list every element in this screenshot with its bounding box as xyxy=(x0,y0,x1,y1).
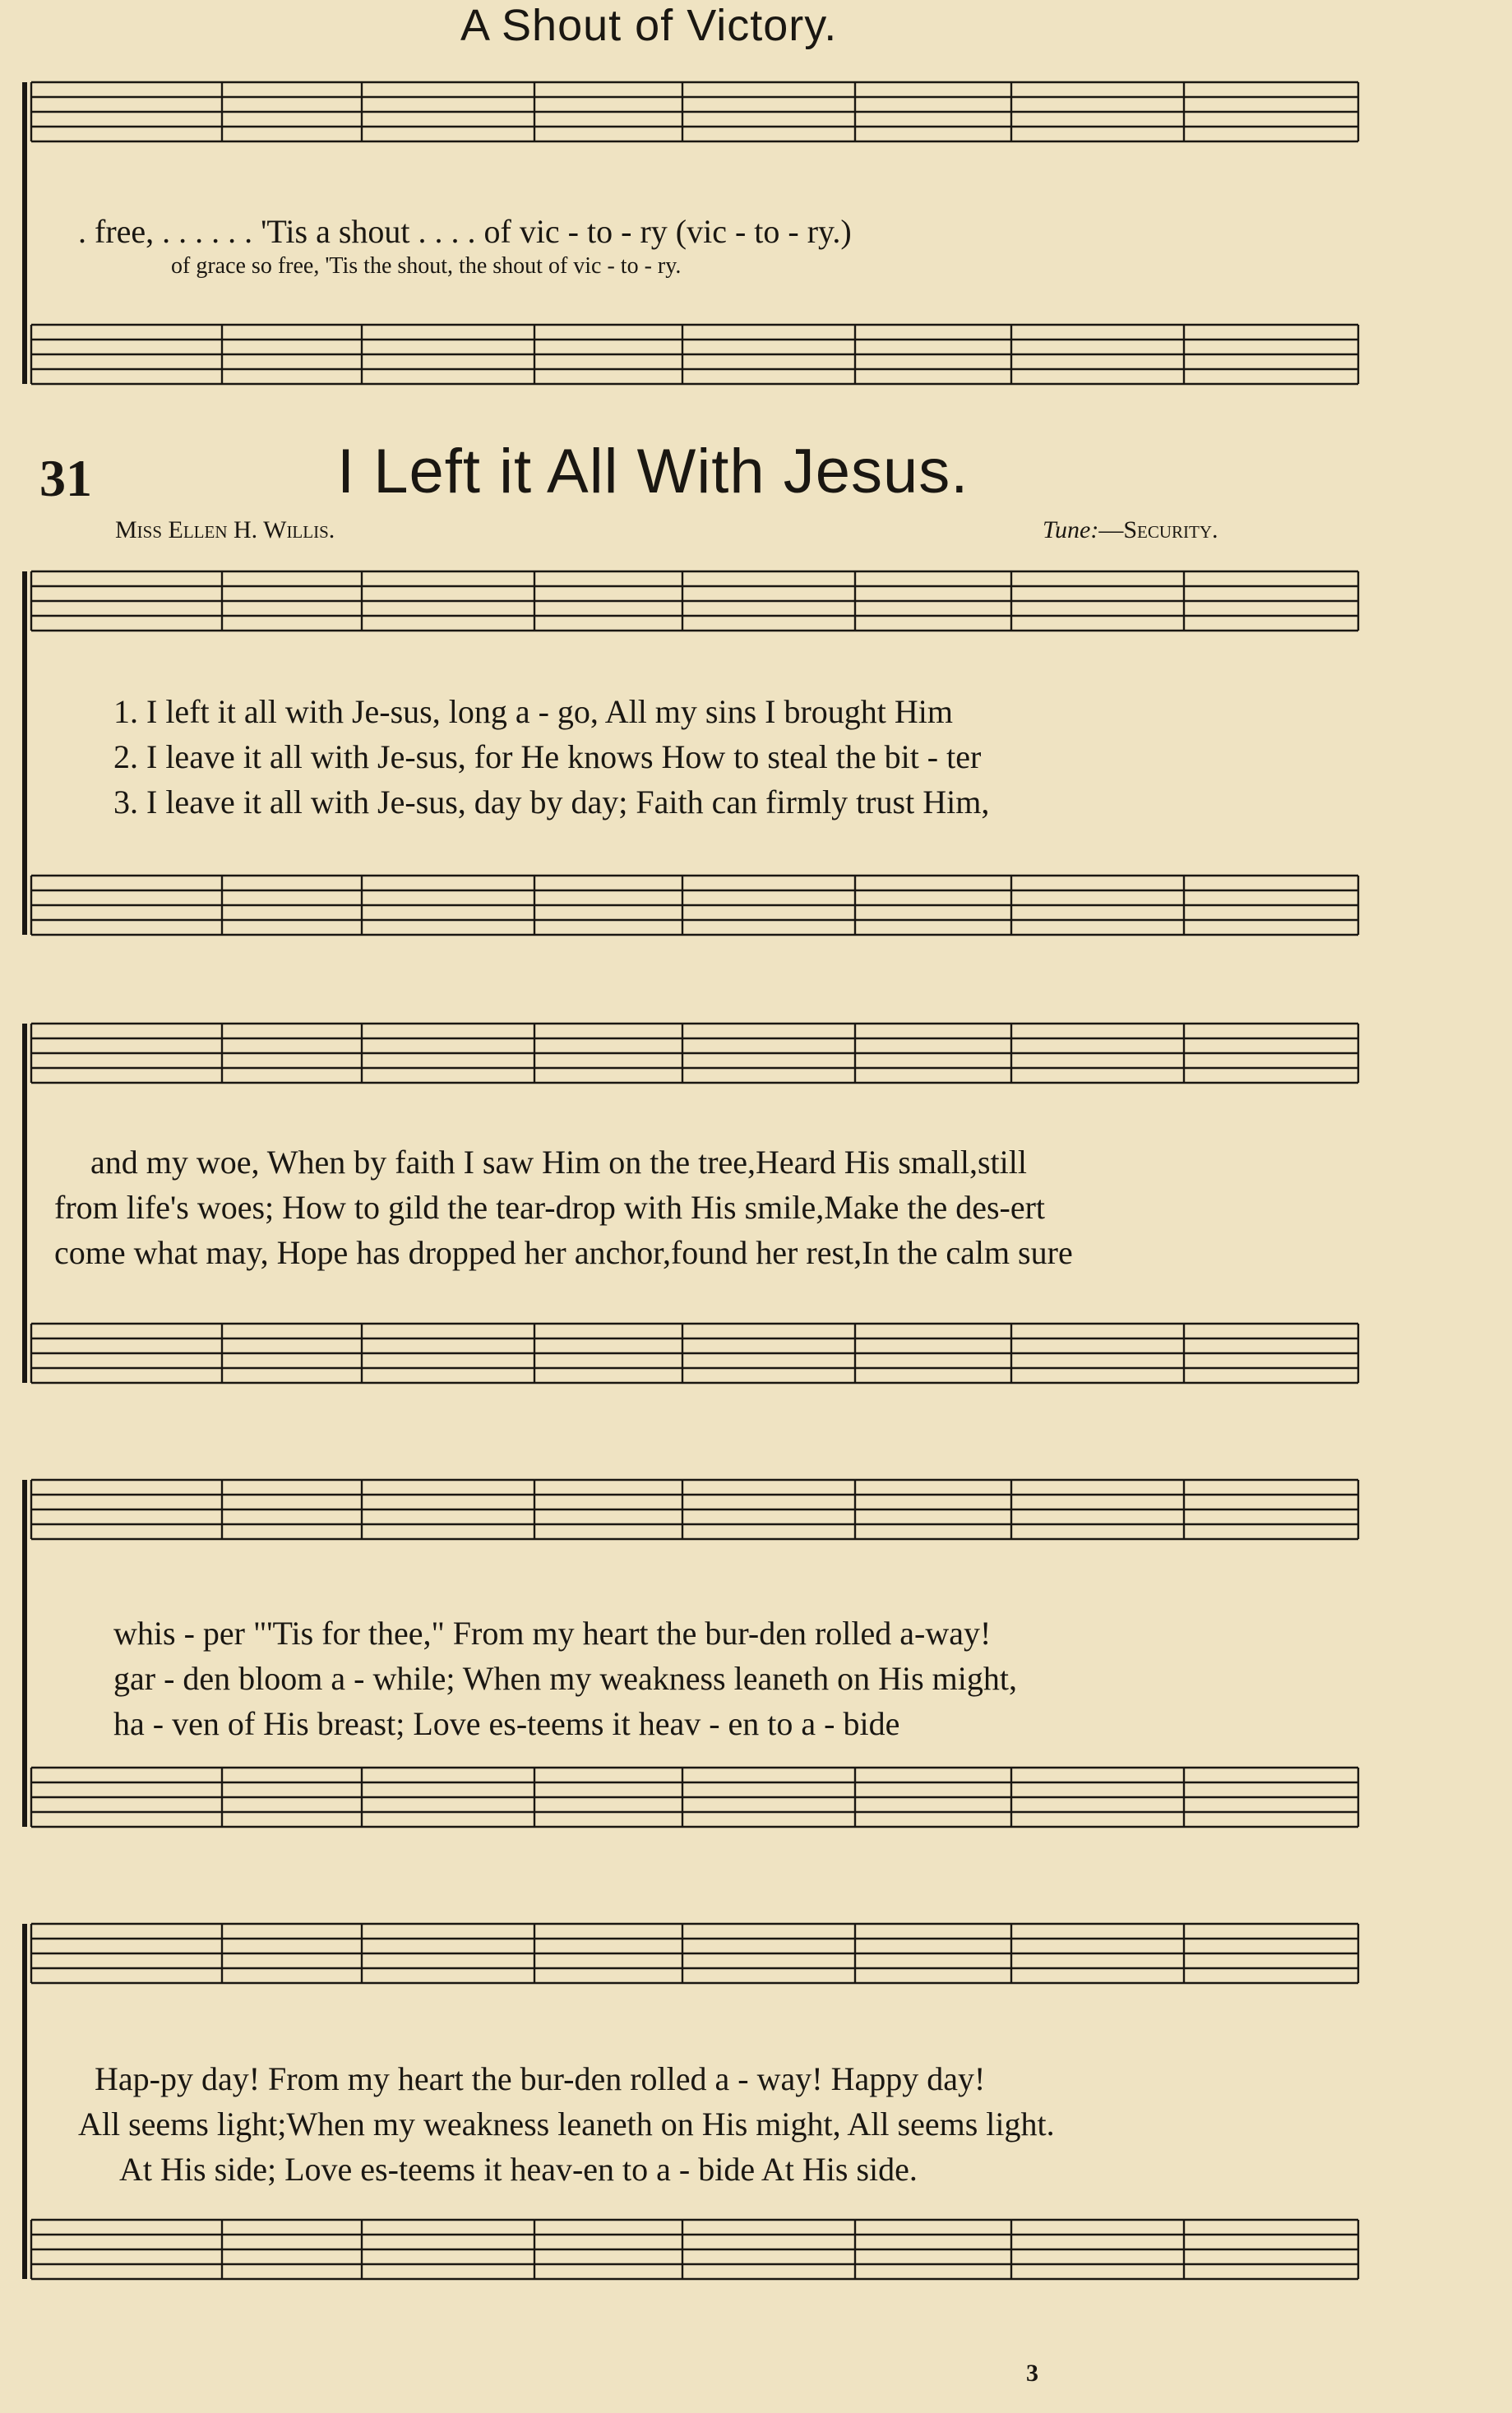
hymn-author: Miss Ellen H. Willis. xyxy=(115,516,335,543)
verse-line: ha - ven of His breast; Love es-teems it heav - en to a - bide xyxy=(113,1705,900,1742)
verse-line: and my woe, When by faith I saw Him on the tree,Heard His small,still xyxy=(90,1144,1028,1181)
verse-line: Hap-py day! From my heart the bur-den rolled a - way! Happy day! xyxy=(95,2060,986,2097)
hymn-number: 31 xyxy=(39,449,92,507)
verse-line: from life's woes; How to gild the tear-drop with His smile,Make the des-ert xyxy=(54,1189,1046,1226)
tune-label: Tune: xyxy=(1043,516,1099,543)
verse-line: 1. I left it all with Je-sus, long a - go, All my sins I brought Him xyxy=(113,693,954,730)
tune-name: —Security. xyxy=(1098,516,1218,543)
verse-line: 2. I leave it all with Je-sus, for He knows How to steal the bit - ter xyxy=(113,738,982,775)
verse-line: whis - per "'Tis for thee," From my heart the bur-den rolled a-way! xyxy=(113,1615,992,1652)
top-hymn-echo-lyrics: of grace so free, 'Tis the shout, the shout of vic - to - ry. xyxy=(171,253,682,279)
top-hymn-lyrics: . free, . . . . . . 'Tis a shout . . . . of vic - to - ry (vic - to - ry.) xyxy=(78,213,852,250)
verse-line: At His side; Love es-teems it heav-en to a - bide At His side. xyxy=(119,2151,918,2188)
hymn-tune xyxy=(1043,516,1218,544)
verse-line: gar - den bloom a - while; When my weakness leaneth on His might, xyxy=(113,1660,1018,1697)
page-number: 3 xyxy=(1026,2360,1038,2387)
verse-line: come what may, Hope has dropped her anchor,found her rest,In the calm sure xyxy=(54,1234,1073,1271)
hymn-title: I Left it All With Jesus. xyxy=(337,437,969,506)
verse-line: All seems light;When my weakness leaneth on His might, All seems light. xyxy=(78,2106,1055,2143)
verse-line: 3. I leave it all with Je-sus, day by day; Faith can firmly trust Him, xyxy=(113,784,990,821)
top-hymn-title: A Shout of Victory. xyxy=(460,1,838,50)
